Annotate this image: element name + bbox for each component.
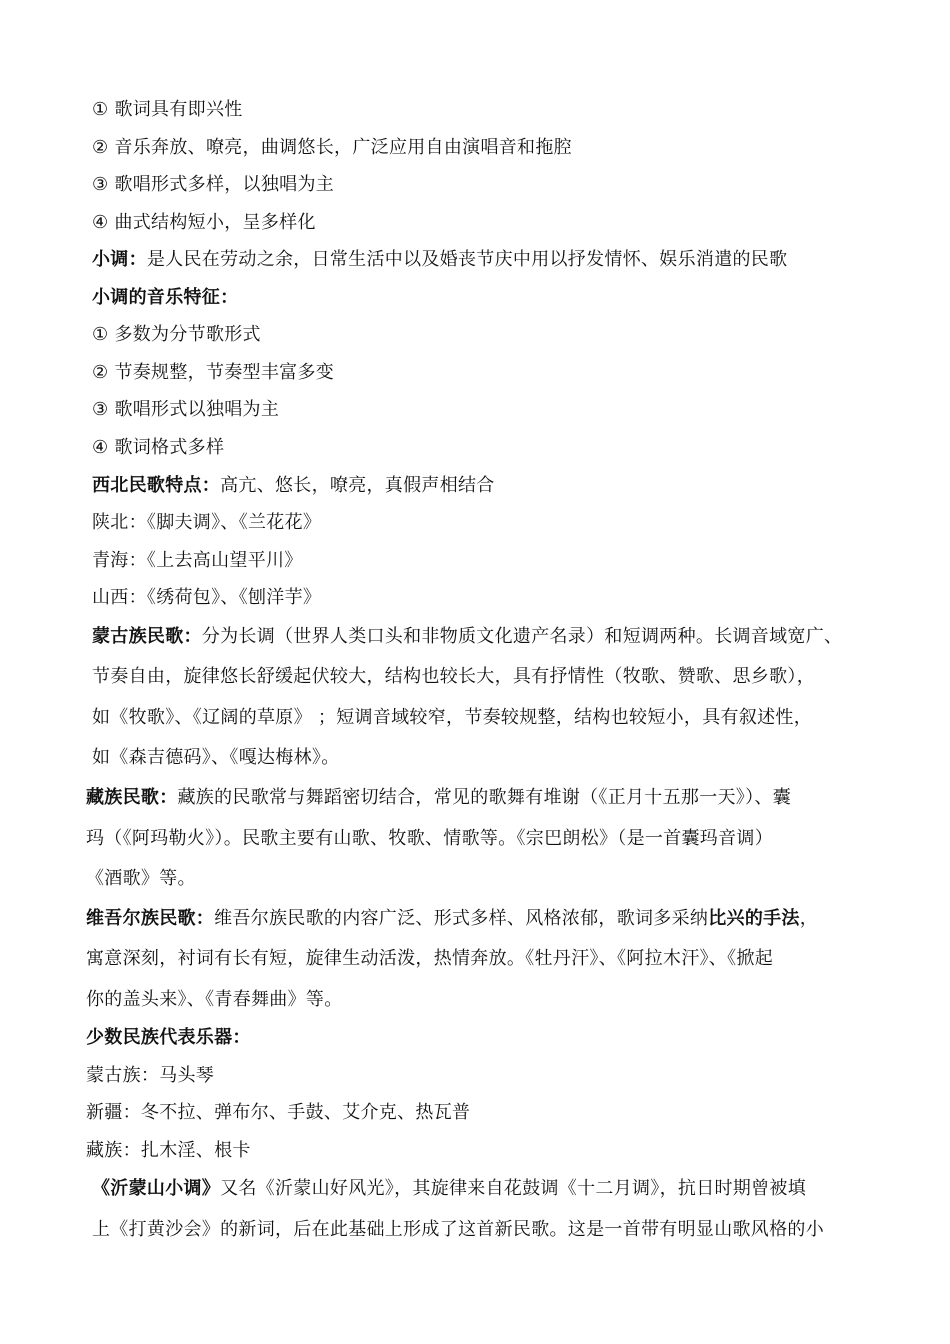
xiaodiao-feature-1: ① 多数为分节歌形式 <box>92 324 261 345</box>
mongol-folk-line-1 <box>92 626 842 648</box>
mongol-folk-line-3: 如《牧歌》、《辽阔的草原》 ；短调音域较窄，节奏较规整，结构也较短小，具有叙述性， <box>92 707 813 728</box>
mountain-song-trait-1: ① 歌词具有即兴性 <box>92 99 243 120</box>
xiaodiao-features-heading: 小调的音乐特征： <box>92 287 239 308</box>
northwest-def: 高亢、悠长，嘹亮，真假声相结合 <box>220 475 495 496</box>
region-shaanbei: 陕北：《脚夫调》、《兰花花》 <box>92 512 322 533</box>
mongol-folk-line-2: 节奏自由，旋律悠长舒缓起伏较大，结构也较长大，具有抒情性（牧歌、赞歌、思乡歌）， <box>92 666 815 687</box>
uyghur-line-1-post: ， <box>799 908 819 929</box>
mountain-song-trait-3: ③ 歌唱形式多样，以独唱为主 <box>92 174 335 195</box>
mongol-term: 蒙古族民歌： <box>92 626 202 647</box>
mongol-folk-line-4: 如《森吉德码》、《嘎达梅林》。 <box>92 747 340 768</box>
mountain-song-trait-4: ④ 曲式结构短小，呈多样化 <box>92 212 316 233</box>
tibet-term: 藏族民歌： <box>86 787 178 808</box>
tibet-folk-line-2: 玛（《阿玛勒火》）。民歌主要有山歌、牧歌、情歌等。《宗巴朗松》（是一首囊玛音调） <box>86 828 773 849</box>
yimeng-line-1: 又名《沂蒙山好风光》，其旋律来自花鼓调《十二月调》，抗日时期曾被填 <box>220 1178 807 1199</box>
instrument-mongol: 蒙古族：马头琴 <box>86 1065 215 1086</box>
tibet-folk-line-1 <box>86 787 791 809</box>
uyghur-folk-line-1 <box>86 908 818 930</box>
yimeng-title: 《沂蒙山小调》 <box>92 1178 221 1199</box>
instruments-heading: 少数民族代表乐器： <box>86 1027 251 1048</box>
xiaodiao-definition <box>92 249 787 271</box>
mongol-line-1: 分为长调（世界人类口头和非物质文化遗产名录）和短调两种。长调音域宽广、 <box>201 626 843 647</box>
uyghur-bixing-emphasis: 比兴的手法 <box>708 908 800 929</box>
northwest-term: 西北民歌特点： <box>92 475 221 496</box>
uyghur-term: 维吾尔族民歌： <box>86 908 215 929</box>
instrument-xinjiang: 新疆：冬不拉、弹布尔、手鼓、艾介克、热瓦普 <box>86 1102 471 1123</box>
xiaodiao-term: 小调： <box>92 249 147 270</box>
mountain-song-trait-2: ② 音乐奔放、嘹亮，曲调悠长，广泛应用自由演唱音和拖腔 <box>92 137 572 158</box>
tibet-folk-line-3: 《酒歌》等。 <box>86 868 196 889</box>
region-qinghai: 青海：《上去高山望平川》 <box>92 550 303 571</box>
yimeng-paragraph-line-2: 上《打黄沙会》的新词，后在此基础上形成了这首新民歌。这是一首带有明显山歌风格的小 <box>92 1219 824 1240</box>
instrument-tibet: 藏族：扎木淫、根卡 <box>86 1140 251 1161</box>
xiaodiao-feature-3: ③ 歌唱形式以独唱为主 <box>92 399 280 420</box>
region-shanxi: 山西：《绣荷包》、《刨洋芋》 <box>92 587 322 608</box>
uyghur-line-1-pre: 维吾尔族民歌的内容广泛、形式多样、风格浓郁，歌词多采纳 <box>214 908 709 929</box>
uyghur-folk-line-3: 你的盖头来》、《青春舞曲》等。 <box>86 989 343 1010</box>
xiaodiao-def: 是人民在劳动之余，日常生活中以及婚丧节庆中用以抒发情怀、娱乐消遣的民歌 <box>146 249 788 270</box>
xiaodiao-feature-2: ② 节奏规整，节奏型丰富多变 <box>92 362 335 383</box>
uyghur-folk-line-2: 寓意深刻，衬词有长有短，旋律生动活泼，热情奔放。《牡丹汗》、《阿拉木汗》、《掀起 <box>86 948 773 969</box>
yimeng-paragraph-line-1 <box>92 1178 806 1200</box>
northwest-folk-traits <box>92 475 495 497</box>
xiaodiao-feature-4: ④ 歌词格式多样 <box>92 437 225 458</box>
tibet-line-1: 藏族的民歌常与舞蹈密切结合，常见的歌舞有堆谢（《正月十五那一天》）、囊 <box>177 787 791 808</box>
